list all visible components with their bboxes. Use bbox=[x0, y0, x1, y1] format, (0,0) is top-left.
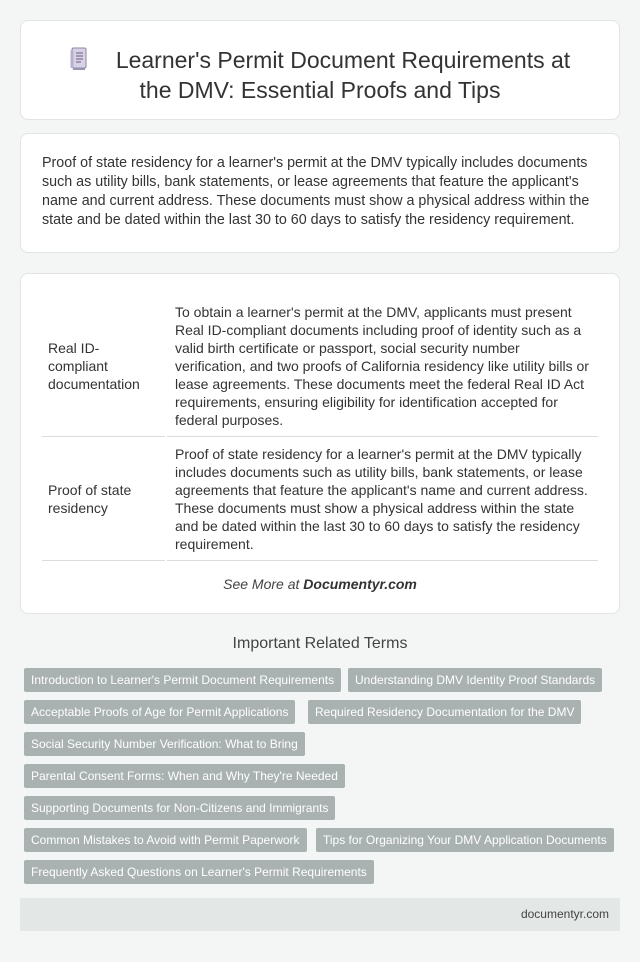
page-title bbox=[21, 45, 619, 105]
intro-card bbox=[20, 133, 620, 253]
definitions-card bbox=[20, 273, 620, 614]
see-more-site[interactable]: Documentyr.com bbox=[303, 576, 417, 592]
definition-cell: To obtain a learner's permit at the DMV, applicants must present Real ID-compliant documents including proof of identity such as a valid birth certificate or passport, social security number verification, and two proofs of California residency like utility bills or lease agreements. These documents meet the federal Real ID Act requirements, ensuring eligibility for identification accepted for federal purposes. bbox=[166, 295, 598, 437]
document-icon bbox=[70, 47, 88, 71]
definition-cell: Proof of state residency for a learner's permit at the DMV typically includes documents such as utility bills, bank statements, or lease agreements that feature the applicant's name and current address. These documents must show a physical address within the state and be dated within the last 30 to 60 days to satisfy the residency requirement. bbox=[166, 437, 598, 561]
related-tag[interactable]: Tips for Organizing Your DMV Application Documents bbox=[316, 828, 614, 852]
related-tag[interactable]: Understanding DMV Identity Proof Standards bbox=[348, 668, 602, 692]
title-line-1: Learner's Permit Document Requirements at bbox=[115, 47, 571, 73]
title-line-2: the DMV: Essential Proofs and Tips bbox=[139, 77, 501, 103]
table-row bbox=[42, 295, 598, 437]
related-tag[interactable]: Social Security Number Verification: What to Bring bbox=[24, 732, 305, 756]
footer-site-link[interactable]: documentyr.com bbox=[520, 907, 609, 921]
related-tag[interactable]: Common Mistakes to Avoid with Permit Paperwork bbox=[24, 828, 307, 852]
related-tag[interactable]: Frequently Asked Questions on Learner's Permit Requirements bbox=[24, 860, 374, 884]
title-card bbox=[20, 20, 620, 120]
related-terms-heading: Important Related Terms bbox=[232, 635, 408, 652]
see-more-prefix: See More at bbox=[223, 576, 304, 592]
table-row bbox=[42, 437, 598, 561]
term-cell: Proof of state residency bbox=[42, 437, 166, 561]
intro-paragraph: Proof of state residency for a learner's permit at the DMV typically includes documents such as utility bills, bank statements, or lease agreements that feature the applicant's name and current address. These documents must show a physical address within the state and be dated within the last 30 to 60 days to satisfy the residency requirement. bbox=[42, 155, 590, 228]
related-tag[interactable]: Introduction to Learner's Permit Document Requirements bbox=[24, 668, 341, 692]
term-cell: Real ID-compliant documentation bbox=[42, 295, 166, 437]
related-tag[interactable]: Supporting Documents for Non-Citizens and Immigrants bbox=[24, 796, 335, 820]
related-tag[interactable]: Required Residency Documentation for the DMV bbox=[308, 700, 581, 724]
footer-bar bbox=[20, 898, 620, 931]
definitions-table bbox=[42, 295, 598, 561]
see-more-link[interactable] bbox=[21, 576, 619, 592]
related-tag[interactable]: Parental Consent Forms: When and Why They're Needed bbox=[24, 764, 345, 788]
related-tag[interactable]: Acceptable Proofs of Age for Permit Applications bbox=[24, 700, 295, 724]
